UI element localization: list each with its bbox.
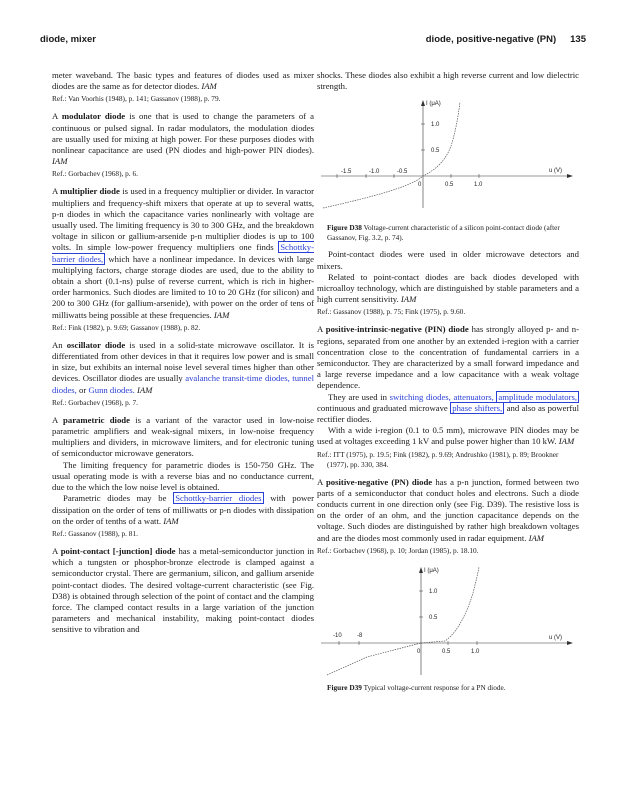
x-zero-label: 0 [417, 648, 421, 655]
reference: Ref.: Gassanov (1988), p. 75; Fink (1975), p. 9.60. [317, 307, 466, 317]
entry-pin-diode: A positive-intrinsic-negative (PIN) diode has strongly alloyed p- and n-regions, separated from one another by an extended i-region with a carrier concentration close to the concentration of fundamental carriers in a semiconductor. They are characterized by a small forward impedance and a large reverse impedance and a low capacitance with a weak voltage dependence. [317, 324, 580, 391]
page-number: 135 [570, 34, 586, 45]
x-zero-label: 0 [418, 182, 422, 189]
paragraph-parametric-frequency: The limiting frequency for parametric diodes is 150-750 GHz. The usual operating mode is with a reverse bias and no conductance current, due to the which the low noise level is obtained. [52, 459, 314, 493]
link-amplitude-modulators[interactable]: amplitude modulators, [498, 391, 578, 402]
header-right [426, 34, 586, 45]
paragraph-mixer-cont: meter waveband. The basic types and features of diodes used as mixer diodes are the same as for detector diodes. IAM [52, 70, 314, 92]
reference: Ref.: Gorbachev (1968), p. 6. [52, 169, 138, 179]
x-tick-label: -0.5 [397, 169, 408, 176]
vi-curve [327, 567, 479, 675]
term-pin-diode: positive-intrinsic-negative (PIN) diode [325, 324, 469, 335]
paragraph-parametric-types: Parametric diodes may be Schottky-barrier diodes with power dissipation on the order of tens of milliwatts or p-n diodes with dissipation on the order of tenths of a watt. IAM [52, 493, 315, 526]
x-tick-label: -10 [333, 632, 342, 639]
link-tunnel-diodes[interactable]: tunnel diodes, [52, 373, 315, 395]
link-schottky-barrier-diodes-2[interactable]: Schottky-barrier diodes [175, 493, 262, 504]
term-point-contact-diode: point-contact [-junction] diode [60, 545, 176, 556]
paragraph-point-contact-cont: shocks. These diodes also exhibit a high reverse current and low dielectric strength. [317, 70, 579, 92]
paragraph-pin-uses: They are used in switching diodes, attenuators, amplitude modulators, continuous and graduated microwave phase shifters, and also as powerful rectifier diodes. [317, 391, 580, 425]
figure-d38-graph [317, 96, 579, 221]
term-modulator-diode: modulator diode [61, 111, 126, 122]
figure-d39-caption: Figure D39 Typical voltage-current response for a PN diode. [327, 682, 506, 692]
figure-d39 [317, 563, 579, 693]
link-switching-diodes[interactable]: switching diodes, [389, 391, 451, 402]
reference: Ref.: ITT (1975), p. 19.5; Fink (1982), p. 9.69; Andrushko (1981), p. 89; Brookner (1977), pp. 330, 384. [317, 449, 559, 469]
link-gunn-diodes[interactable]: Gunn diodes. [88, 384, 135, 395]
term-parametric-diode: parametric diode [63, 414, 130, 425]
x-tick-label: 0.5 [445, 182, 454, 189]
x-tick-label: -1.5 [341, 169, 352, 176]
y-axis-arrow [421, 100, 425, 106]
figure-d38 [317, 96, 579, 243]
x-tick-label: 0.5 [442, 648, 451, 655]
link-phase-shifters[interactable]: phase shifters, [452, 402, 503, 413]
page-header [40, 34, 586, 48]
link-attenuators[interactable]: attenuators, [453, 391, 494, 402]
x-tick-label: -8 [357, 632, 363, 639]
reference: Ref.: Gassanov (1988), p. 81. [52, 528, 138, 538]
x-axis-arrow [567, 641, 573, 645]
term-oscillator-diode: oscillator diode [66, 339, 126, 350]
entry-parametric-diode: A parametric diode is a variant of the varactor used in low-noise parametric amplifiers and weak-signal mixers, in low-noise frequency multipliers and dividers, in microwave limiters, and for electronic tuning of semiconductor microwave generators. [52, 414, 314, 459]
header-left-term: diode, mixer [40, 34, 96, 45]
x-tick-label: 1.0 [474, 182, 483, 189]
entry-multiplier-diode: A multiplier diode is used in a frequency multiplier or divider. In varactor multipliers and frequency-shift mixers that operate at up to several watts, p-n diodes in which the capacitance varies nonlinearly with voltage are usually used. The limiting frequency is 30 to 300 GHz, and the breakdown voltage in silicon or gallium-arsenide p-n multiplier diodes is up to 100 volts. In simple low-power frequency multipliers one finds Schottky-barrier diodes, which have a nonlinear impedance. In devices with large multiplying factors, charge storage diodes are used, due to the ability to obtain a short (0.1-ns) pulse of reverse current, which is rich in higher-order harmonics. Such diodes are limited to 10 to 20 GHz (for silicon) and 200 to 300 GHz (for gallium-arsenide), with power on the order of tens of milliwatts being possible at these frequencies. IAM [52, 186, 315, 320]
figure-d38-caption: Figure D38 Voltage-current characteristic of a silicon point-contact diode (after Gassanov, Fig. 3.2, p. 74). [327, 223, 560, 243]
entry-modulator-diode: A modulator diode is one that is used to change the parameters of a continuous or pulsed signal. In radar modulators, the modulation diodes are usually used for mixing at high power. For these purposes diodes with nonlinear capacitance are used (PN diodes and high-power PIN diodes). IAM [52, 111, 315, 167]
y-tick-label: 1.0 [429, 588, 438, 595]
y-axis-label: I (μA) [424, 567, 439, 574]
left-column [52, 70, 314, 636]
reference: Ref.: Van Voorhis (1948), p. 141; Gassanov (1988), p. 79. [52, 94, 221, 104]
y-tick-label: 1.0 [431, 122, 440, 129]
entry-oscillator-diode: An oscillator diode is used in a solid-state microwave oscillator. It is differentiated from other devices in that it requires low power and is small in size, but exhibits an internal noise level several times higher than other devices. Oscillator diodes are usually avalanche transit-time diodes, tunnel diodes, or Gunn diodes. IAM [52, 339, 315, 395]
vi-curve [323, 102, 460, 208]
y-tick-label: 0.5 [431, 148, 440, 155]
x-axis-arrow [567, 174, 573, 178]
entry-point-contact-diode: A point-contact [-junction] diode has a metal-semiconductor junction in which a tungsten or phosphor-bronze electrode is clamped against a semiconductor crystal. There are germanium, silicon, and gallium arsenide point-contact diodes. The desired voltage-current characteristic (see Fig. D38) is obtained through selection of the point of contact and the clamping force. The clamped contact results in a large variation of the junction parameters and mechanical instability, making point-contact diodes sensitive to vibration and [52, 545, 314, 635]
right-column [317, 70, 579, 699]
link-schottky-barrier-diodes[interactable]: Schottky-barrier diodes, [52, 242, 314, 264]
paragraph-point-contact-use: Point-contact diodes were used in older microwave detectors and mixers. [317, 249, 579, 271]
x-tick-label: 1.0 [471, 648, 480, 655]
x-tick-label: -1.0 [369, 169, 380, 176]
y-tick-label: 0.5 [429, 614, 438, 621]
reference: Ref.: Gorbachev (1968), p. 10; Jordan (1985), p. 18.10. [317, 545, 479, 555]
term-multiplier-diode: multiplier diode [60, 186, 120, 197]
x-axis-label: u (V) [549, 168, 563, 175]
paragraph-pin-voltage: With a wide i-region (0.1 to 0.5 mm), microwave PIN diodes may be used at voltages exceeding 1 kV and pulse power higher than 10 kW. IAM [317, 425, 579, 447]
y-axis-label: I (μA) [426, 101, 441, 108]
header-right-term: diode, positive-negative (PN) [425, 34, 557, 45]
reference: Ref.: Fink (1982), p. 9.69; Gassanov (1988), p. 82. [52, 322, 201, 332]
figure-d39-graph [317, 563, 579, 681]
entry-pn-diode: A positive-negative (PN) diode has a p-n junction, formed between two parts of a semiconductor that conduct holes and electrons. Such a diode conducts current in one direction only (see Fig. D39). The resistive loss is on the order of an ohm, and the junction capacitance depends on the voltage. Such diodes are distinguished by rather high breakdown voltages and are the diodes most commonly used in radar equipment. IAM [317, 476, 579, 543]
term-pn-diode: positive-negative (PN) diode [325, 476, 433, 487]
paragraph-back-diodes: Related to point-contact diodes are back diodes developed with microalloy technology, which are distinguished by stable parameters and a high current sensitivity. IAM [317, 271, 579, 305]
link-avalanche-transit-time-diodes[interactable]: avalanche transit-time diodes, [185, 373, 290, 384]
reference: Ref.: Gorbachev (1968), p. 7. [52, 397, 138, 407]
y-axis-arrow [419, 567, 423, 573]
x-axis-label: u (V) [549, 634, 563, 641]
author-sig: IAM [201, 81, 217, 92]
